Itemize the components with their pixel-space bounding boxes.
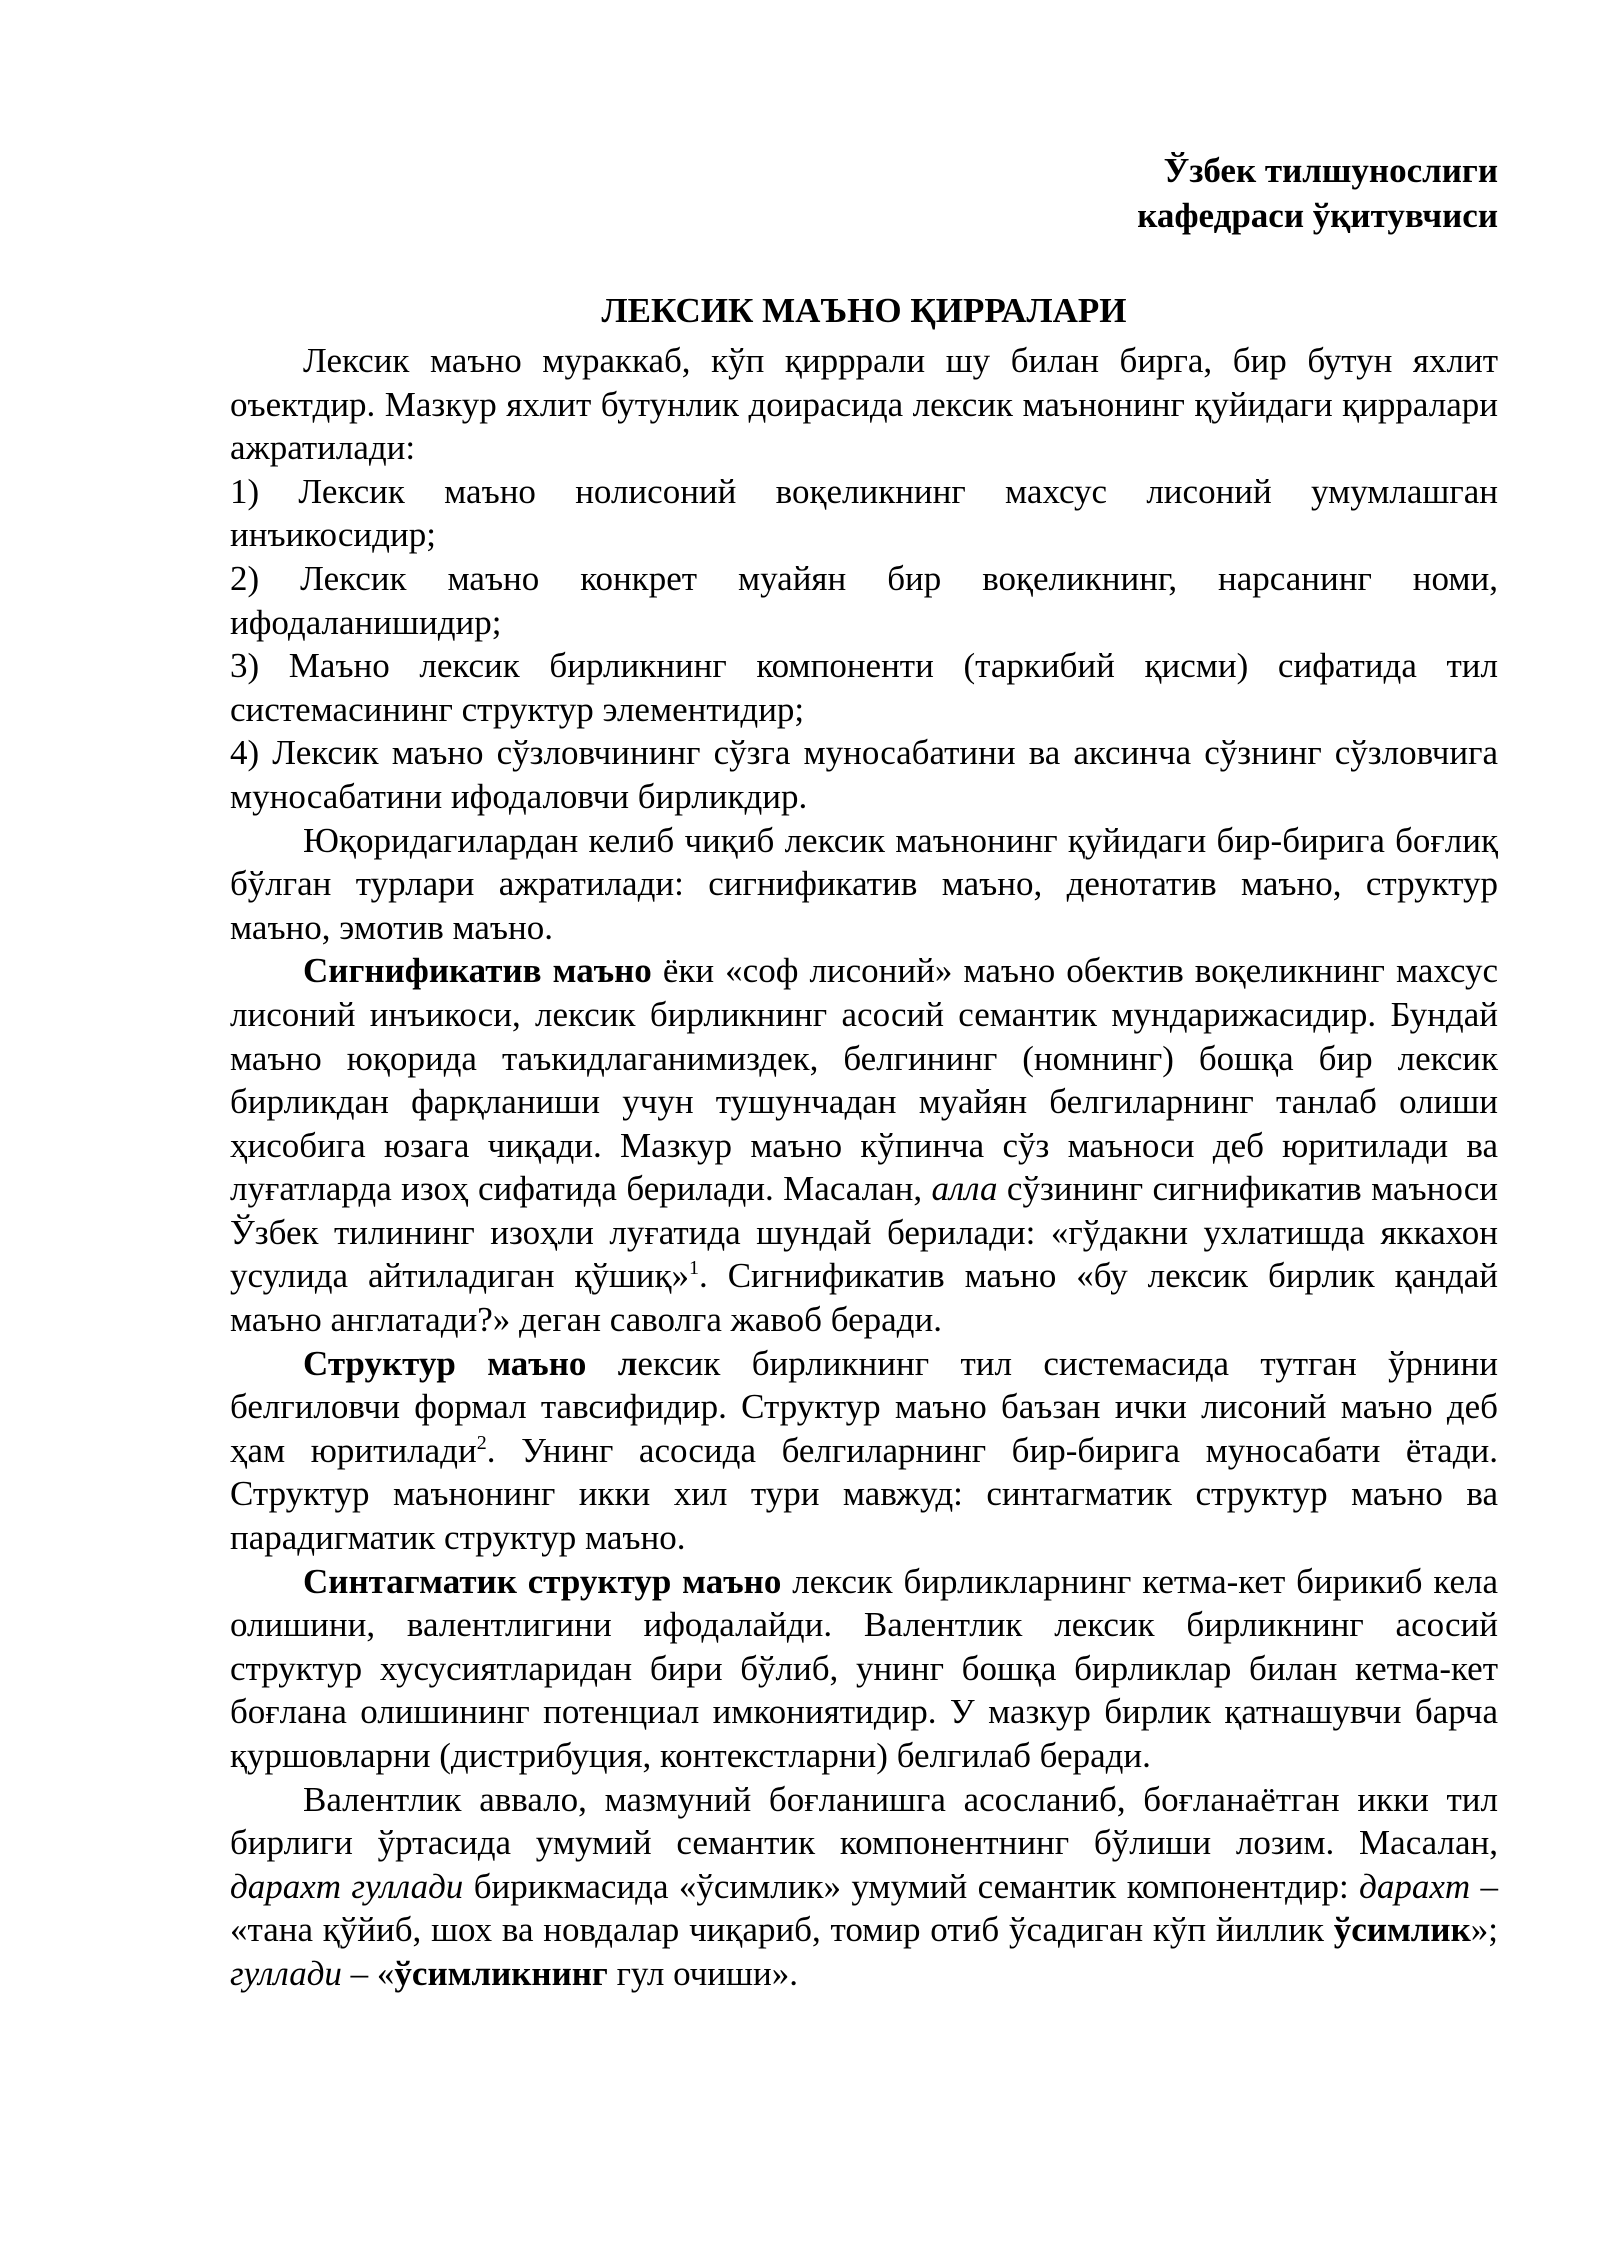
affiliation-line: кафедраси ўқитувчиси <box>1137 196 1498 235</box>
paragraph-text: »; <box>1470 1910 1498 1950</box>
paragraph-text: лексик бирликларнинг кетма-кет бирикиб кела олишини, валентлигини ифодалайди. Валентлик лексик бирликнинг асосий структур хусусиятларидан бири бўлиб, унинг бошқа бирликлар билан кетма-кет боғлана олишининг потенциал имкониятидир. У мазкур бирлик қатнашувчи барча қуршовларни (дистрибуция, контекстларни) белгилаб беради. <box>230 1561 1498 1775</box>
paragraph-text: ёки «соф лисоний» маъно обектив воқеликнинг махсус лисоний инъикоси, лексик бирликнинг асосий семантик мундарижасидир. Бундай маъно юқорида таъкидлаганимиздек, белгининг (номнинг) бошқа бир лексик бирликдан фарқланиши учун тушунчадан муайян белгиларнинг танлаб олиши ҳисобига юзага чиқади. Мазкур маъно кўпинча сўз маъноси деб юритилади ва луғатларда изоҳ сифатида берилади. Масалан, <box>230 951 1498 1209</box>
paragraph-text: – «тана қўйиб, шох ва новдалар чиқариб, томир отиб ўсадиган кўп йиллик <box>230 1866 1499 1950</box>
example-word: дарахт <box>1359 1866 1471 1906</box>
example-phrase: дарахт гуллади <box>230 1866 464 1906</box>
paragraph-text: – « <box>341 1953 395 1993</box>
intro-paragraph: Лексик маъно мураккаб, кўп қирррали шу билан бирга, бир бутун яхлит оъектдир. Мазкур яхлит бутунлик доирасида лексик маънонинг қуйидаги қирралари ажратилади: <box>230 341 1498 468</box>
list-item: 1) Лексик маъно нолисоний воқеликнинг махсус лисоний умумлашган инъикосидир; <box>230 471 1498 555</box>
significative-paragraph <box>230 949 1498 1341</box>
term-bold: Структур маъно л <box>303 1343 638 1383</box>
emphasis-bold: ўсимликнинг <box>394 1953 608 1993</box>
paragraph-text: гул очиши». <box>607 1953 798 1993</box>
types-paragraph: Юқоридагилардан келиб чиқиб лексик маънонинг қуйидаги бир-бирига боғлиқ бўлган турлари ажратилади: сигнификатив маъно, денотатив маъно, структур маъно, эмотив маъно. <box>230 820 1498 947</box>
valency-paragraph <box>230 1778 1498 1996</box>
paragraph-text: ексик бирликнинг тил системасида тутган ўрнини белгиловчи формал тавсифидир. Структур маъно баъзан ички лисоний маъно деб ҳам юритилади <box>230 1343 1498 1470</box>
syntagmatic-paragraph <box>230 1560 1498 1778</box>
author-affiliation <box>230 148 1498 238</box>
list-item: 3) Маъно лексик бирликнинг компоненти (таркибий қисми) сифатида тил системасининг структур элементидир; <box>230 646 1498 729</box>
term-bold: Синтагматик структур маъно <box>303 1561 782 1601</box>
example-word: алла <box>931 1169 998 1209</box>
structural-paragraph <box>230 1342 1498 1560</box>
paragraph-text: бирикмасида «ўсимлик» умумий семантик компонентдир: <box>463 1866 1360 1906</box>
paragraph-text: Валентлик аввало, мазмуний боғланишга асосланиб, боғланаётган икки тил бирлиги ўртасида умумий семантик компонентнинг бўлиши лозим. Масалан, <box>230 1779 1498 1863</box>
footnote-marker: 2 <box>476 1431 487 1454</box>
article-title: ЛЕКСИК МАЪНО ҚИРРАЛАРИ <box>601 291 1127 330</box>
paragraph-text: . Сигнификатив маъно «бу лексик бирлик қандай маъно англатади?» деган саволга жавоб беради. <box>230 1256 1498 1340</box>
emphasis-bold: ўсимлик <box>1333 1910 1471 1950</box>
list-item: 2) Лексик маъно конкрет муайян бир воқеликнинг, нарсанинг номи, ифодаланишидир; <box>230 558 1498 642</box>
term-bold: Сигнификатив маъно <box>303 951 652 991</box>
example-word: гуллади <box>230 1953 342 1993</box>
footnote-marker: 1 <box>689 1257 700 1280</box>
page-body <box>230 148 1498 1996</box>
paragraph-text: сўзининг сигнификатив маъноси Ўзбек тилининг изоҳли луғатида шундай берилади: «гўдакни ухлатишда яккахон усулида айтиладиган қўшиқ» <box>230 1169 1498 1296</box>
list-item: 4) Лексик маъно сўзловчининг сўзга муносабатини ва аксинча сўзнинг сўзловчига муносабатини ифодаловчи бирликдир. <box>230 733 1498 816</box>
paragraph-text: . Унинг асосида белгиларнинг бир-бирига муносабати ётади. Структур маънонинг икки хил тури мавжуд: синтагматик структур маъно ва парадигматик структур маъно. <box>230 1430 1498 1558</box>
affiliation-line: Ўзбек тилшунослиги <box>1163 151 1498 190</box>
